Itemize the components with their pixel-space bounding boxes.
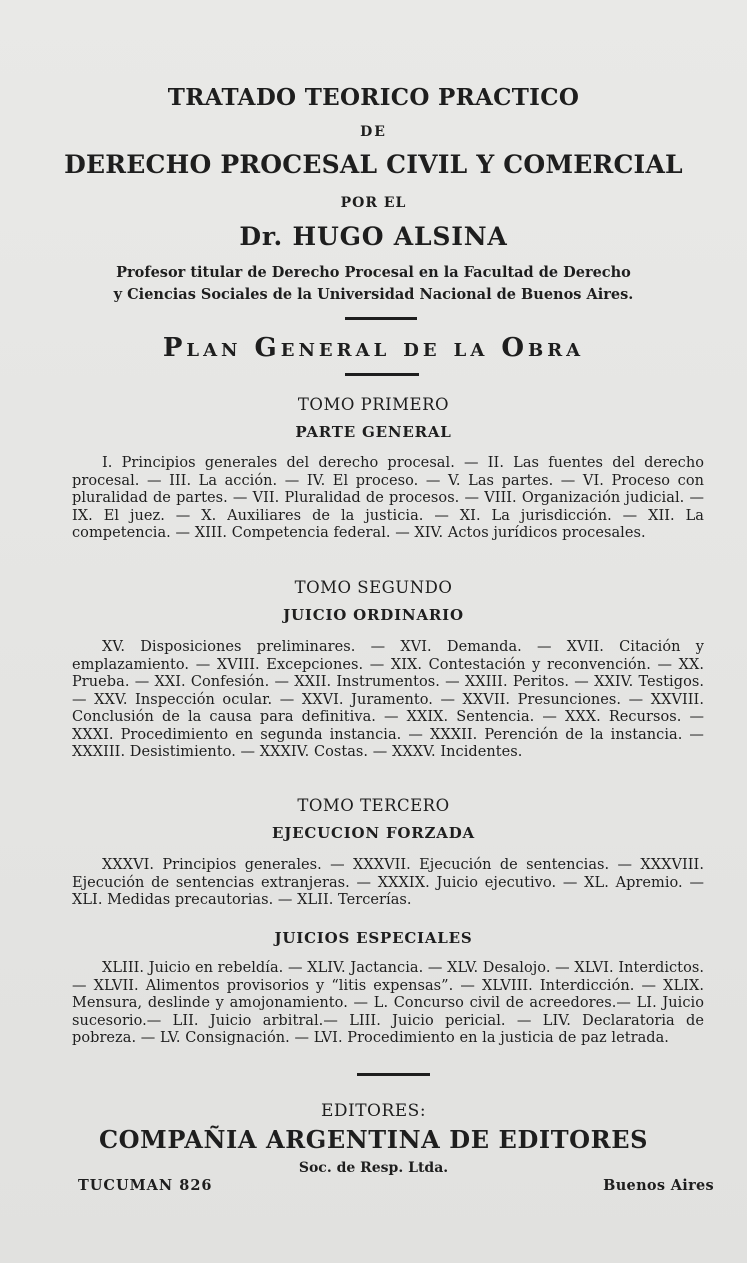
- volume-2-contents: XV. Disposiciones preliminares. — XVI. Demanda. — XVII. Citación y emplazamiento. — XVIII. Excepciones. — XIX. Contestación y reconvención. — XX. Prueba. — XXI. Confesión. — XXII. Instrumentos. — XXIII. Peritos. — XXIV. Testigos. — XXV. Inspección ocular. — XXVI. Juramento. — XXVII. Presunciones. — XXVIII. Conclusión de la causa para definitiva. — XXIX. Sentencia. — XXX. Recursos. — XXXI. Procedimiento en segunda instancia. — XXXII. Perención de la instancia. — XXXIII. Desistimiento. — XXXIV. Costas. — XXXV. Incidentes.: [72, 639, 704, 760]
- volume-3-part: EJECUCION FORZADA: [272, 824, 475, 842]
- volume-3-section-2-title: JUICIOS ESPECIALES: [274, 929, 473, 947]
- volume-1-part: PARTE GENERAL: [295, 423, 452, 441]
- title-line-2: DERECHO PROCESAL CIVIL Y COMERCIAL: [64, 150, 683, 179]
- volume-3-section-2-contents: XLIII. Juicio en rebeldía. — XLIV. Jactancia. — XLV. Desalojo. — XLVI. Interdictos. — XLVII. Alimentos provisorios y “litis expensas”. — XLVIII. Interdicción. — XLIX. Mensura, deslinde y amojonamiento. — L. Concurso civil de acreedores.— LI. Juicio sucesorio.— LII. Juicio arbitral.— LIII. Juicio pericial. — LIV. Declaratoria de pobreza. — LV. Consignación. — LVI. Procedimiento en la justicia de paz letrada.: [72, 960, 704, 1046]
- volume-3-contents: XXXVI. Principios generales. — XXXVII. Ejecución de sentencias. — XXXVIII. Ejecución de sentencias extranjeras. — XXXIX. Juicio ejecutivo. — XL. Apremio. — XLI. Medidas precautorias. — XLII. Tercerías.: [72, 857, 704, 908]
- plan-title: Plan General de la Obra: [162, 333, 585, 363]
- affiliation-line-1: Profesor titular de Derecho Procesal en la Facultad de Derecho: [116, 264, 631, 281]
- volume-3-title: TOMO TERCERO: [297, 796, 450, 815]
- publisher-address: TUCUMAN 826: [78, 1177, 213, 1194]
- publisher-name: COMPAÑIA ARGENTINA DE EDITORES: [98, 1125, 649, 1154]
- divider-rule-middle: [345, 373, 419, 376]
- volume-1-contents: I. Principios generales del derecho procesal. — II. Las fuentes del derecho procesal. — III. La acción. — IV. El proceso. — V. Las partes. — VI. Proceso con pluralidad de partes. — VII. Pluralidad de procesos. — VIII. Organización judicial. — IX. El juez. — X. Auxiliares de la justicia. — XI. La jurisdicción. — XII. La competencia. — XIII. Competencia federal. — XIV. Actos jurídicos procesales.: [72, 455, 704, 541]
- volume-2-part: JUICIO ORDINARIO: [283, 606, 464, 624]
- divider-rule-top: [345, 317, 417, 320]
- volume-2-title: TOMO SEGUNDO: [294, 578, 453, 597]
- author-name: Dr. HUGO ALSINA: [239, 222, 508, 251]
- editors-label: EDITORES:: [320, 1101, 427, 1121]
- company-type: Soc. de Resp. Ltda.: [298, 1160, 449, 1176]
- divider-rule-bottom: [357, 1073, 430, 1076]
- author-affiliation: [0, 262, 747, 306]
- volume-1-title: TOMO PRIMERO: [297, 395, 450, 414]
- affiliation-line-2: y Ciencias Sociales de la Universidad Nacional de Buenos Aires.: [113, 286, 634, 303]
- title-connector-de: DE: [360, 124, 387, 140]
- author-connector: POR EL: [340, 195, 407, 211]
- publisher-city: Buenos Aires: [603, 1177, 714, 1194]
- title-line-1: TRATADO TEORICO PRACTICO: [167, 84, 580, 111]
